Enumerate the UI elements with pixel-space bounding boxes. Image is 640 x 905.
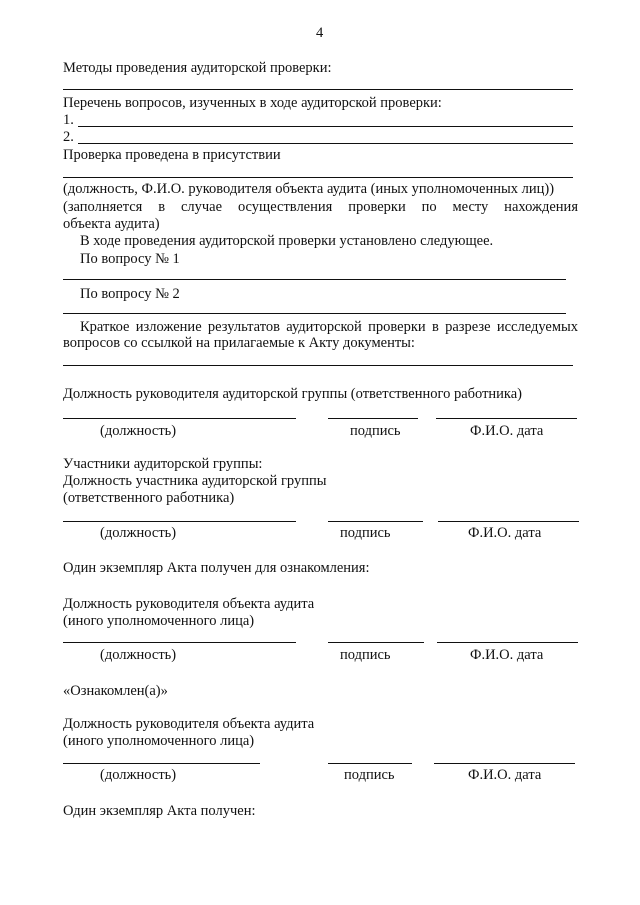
copy-received-label: Один экземпляр Акта получен: [63, 803, 256, 819]
question-one-label: По вопросу № 1 [80, 251, 180, 267]
sig2-signature-caption: подпись [340, 525, 391, 541]
copy-for-review-label: Один экземпляр Акта получен для ознакомления: [63, 560, 370, 576]
participant-position-line1: Должность участника аудиторской группы [63, 473, 327, 489]
presence-note-line1: (заполняется в случае осуществления проверки по месту нахождения [63, 199, 578, 215]
question-two-line [63, 313, 566, 314]
participants-label: Участники аудиторской группы: [63, 456, 263, 472]
sig4-position-line [63, 763, 260, 764]
sig2-name-caption: Ф.И.О. дата [468, 525, 542, 541]
methods-label: Методы проведения аудиторской проверки: [63, 60, 332, 76]
established-label: В ходе проведения аудиторской проверки установлено следующее. [80, 233, 494, 249]
sig1-position-line [63, 418, 296, 419]
sig4-position-caption: (должность) [100, 767, 177, 783]
presence-line [63, 177, 573, 178]
sig4-signature-line [328, 763, 412, 764]
sig3-name-line [437, 642, 578, 643]
page-number: 4 [316, 25, 324, 41]
presence-label: Проверка проведена в присутствии [63, 147, 281, 163]
sig4-name-line [434, 763, 575, 764]
sig2-position-line [63, 521, 296, 522]
object-head2-line1: Должность руководителя объекта аудита [63, 716, 315, 732]
summary-line [63, 365, 573, 366]
sig3-position-line [63, 642, 296, 643]
acquainted-label: «Ознакомлен(а)» [63, 683, 168, 699]
question-one-line [63, 279, 566, 280]
questions-label: Перечень вопросов, изученных в ходе аудиторской проверки: [63, 95, 442, 111]
sig4-signature-caption: подпись [344, 767, 395, 783]
presence-hint: (должность, Ф.И.О. руководителя объекта аудита (иных уполномоченных лиц)) [63, 181, 555, 197]
object-head2-line2: (иного уполномоченного лица) [63, 733, 255, 749]
question-two-label: По вопросу № 2 [80, 286, 180, 302]
presence-note-line2: объекта аудита) [63, 216, 160, 232]
sig4-name-caption: Ф.И.О. дата [468, 767, 542, 783]
object-head-line1: Должность руководителя объекта аудита [63, 596, 315, 612]
sig2-signature-line [328, 521, 423, 522]
question-2-line [78, 143, 573, 144]
sig3-signature-caption: подпись [340, 647, 391, 663]
sig1-name-line [436, 418, 577, 419]
question-1-line [78, 126, 573, 127]
sig2-name-line [438, 521, 579, 522]
summary-line2: вопросов со ссылкой на прилагаемые к Акту документы: [63, 335, 415, 351]
sig1-signature-line [328, 418, 418, 419]
participant-position-line2: (ответственного работника) [63, 490, 235, 506]
sig3-name-caption: Ф.И.О. дата [470, 647, 544, 663]
sig3-position-caption: (должность) [100, 647, 177, 663]
question-1-num: 1. [63, 112, 74, 128]
sig1-position-caption: (должность) [100, 423, 177, 439]
sig1-name-caption: Ф.И.О. дата [470, 423, 544, 439]
object-head-line2: (иного уполномоченного лица) [63, 613, 255, 629]
methods-line [63, 89, 573, 90]
sig3-signature-line [328, 642, 424, 643]
sig2-position-caption: (должность) [100, 525, 177, 541]
summary-line1: Краткое изложение результатов аудиторской проверки в разрезе исследуемых [80, 319, 578, 335]
question-2-num: 2. [63, 129, 74, 145]
head-group-label: Должность руководителя аудиторской группы (ответственного работника) [63, 386, 523, 402]
sig1-signature-caption: подпись [350, 423, 401, 439]
